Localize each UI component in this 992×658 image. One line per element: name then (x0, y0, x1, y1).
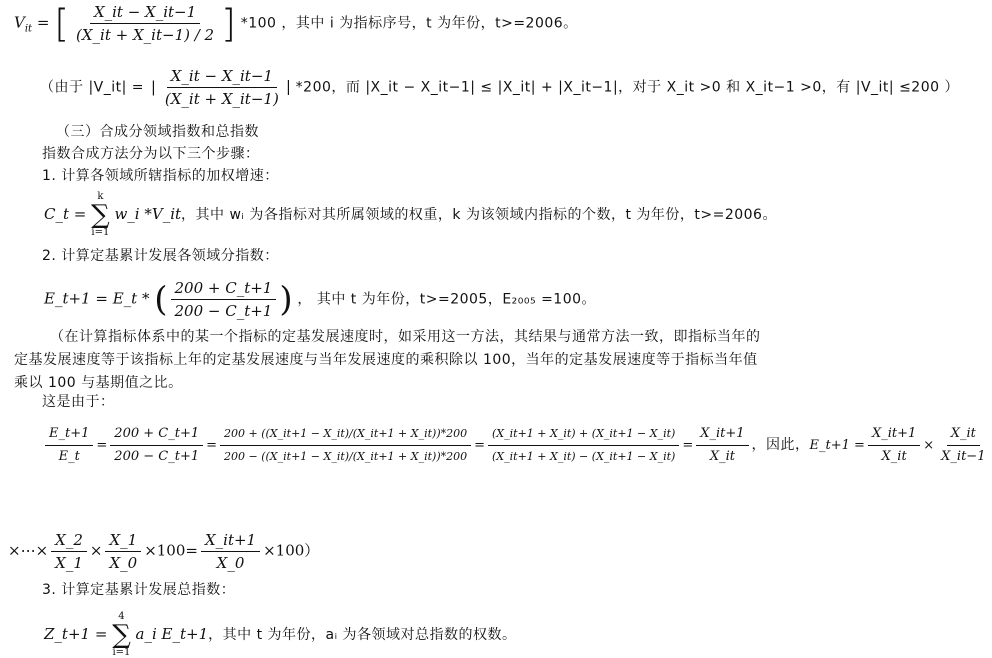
step2-tail: ， 其中 t 为年份，t>=2005，E₂₀₀₅ =100。 (297, 291, 597, 308)
bound-fraction (161, 66, 283, 109)
step1-body: w_i *V_it (114, 205, 182, 223)
product-line: ×⋯× $\frac{X\_2}{X\_1}$ × $\frac{X\_1}{X\_0}$ ×100= $\frac{X\_it+1}{X\_0}$ ×100） (8, 531, 320, 572)
deriv-p1-den: X_it (881, 449, 907, 464)
deriv-f5 (696, 424, 748, 467)
deriv-p1-num: X_it+1 (868, 424, 920, 446)
deriv-e-lhs: E_t+1 = (809, 438, 865, 453)
product-a-num: X_2 (51, 530, 87, 552)
step2-formula: E_t+1 = E_t * ( $\frac{200 + C\_t+1}{200 - C\_t+1}$ ) ， 其中 t 为年份，t>=2005，E₂₀₀₅ =100。 (44, 279, 597, 320)
abs-right: | (285, 77, 291, 96)
abs-left: | (150, 77, 156, 96)
product-mid: ×100= (144, 541, 198, 560)
step1-tail: ，其中 wᵢ 为各指标对其所属领域的权重，k 为该领域内指标的个数，t 为年份，t>=2006。 (181, 207, 777, 223)
step2-lhs: E_t+1 = E_t * (44, 289, 150, 308)
bound-note (40, 66, 959, 109)
equals-sign: = (36, 13, 50, 32)
sum-total-bottom: i=1 (112, 647, 131, 658)
deriv-f2 (110, 424, 203, 467)
bound-note-mid: *200，而 |X_it − X_it−1| ≤ |X_it| + |X_it−1|，对于 X_it >0 和 X_it−1 >0，有 |V_it| ≤200 ） (295, 79, 959, 96)
v-lhs-sub: it (24, 23, 33, 35)
sum-symbol: k ∑ i=1 (91, 191, 110, 238)
step3-title: 3. 计算定基累计发展总指数： (42, 582, 236, 598)
deriv-f1-num: E_t+1 (45, 424, 93, 446)
right-bracket: ] (221, 1, 236, 46)
deriv-f2-den: 200 − C_t+1 (114, 449, 200, 464)
deriv-p2-num: X_it (947, 424, 980, 446)
v-lhs: V (14, 13, 25, 32)
deriv-p2-den: X_it−1 (941, 449, 986, 464)
product-a (51, 530, 87, 573)
sum-top: k (97, 191, 104, 202)
deriv-f4-den: (X_it+1 + X_it) − (X_it+1 − X_it) (492, 450, 676, 463)
deriv-f1-den: E_t (58, 449, 80, 464)
v-fraction (72, 2, 218, 45)
steps-intro: 指数合成方法分为以下三个步骤： (42, 146, 260, 162)
product-lead: ×⋯× (8, 541, 49, 560)
sum-total-top: 4 (118, 611, 125, 622)
sum-symbol-total: 4 ∑ i=1 (112, 611, 131, 658)
deriv-f4-num: (X_it+1 + X_it) + (X_it+1 − X_it) (488, 424, 679, 446)
product-c (201, 530, 260, 573)
explanation-paragraph: （在计算指标体系中的某一个指标的定基发展速度时，如采用这一方法，其结果与通常方法一致，即指标当年的定基发展速度等于该指标上年的定基发展速度与当年发展速度的乘积除以 100，当年的定基发展速度等于指标当年值乘以 100 与基期值之比。 (14, 329, 761, 391)
product-c-num: X_it+1 (201, 530, 260, 552)
deriv-therefore: ，因此， (751, 437, 810, 453)
product-b-num: X_1 (105, 530, 141, 552)
left-bracket: [ (54, 1, 70, 46)
product-tail: ×100） (263, 541, 320, 560)
deriv-f3-num: 200 + ((X_it+1 − X_it)/(X_it+1 + X_it))*200 (220, 424, 471, 446)
v-definition (14, 2, 578, 45)
bound-note-open: （由于 |V_it| = (40, 79, 145, 96)
v-fraction-num: X_it − X_it−1 (90, 2, 200, 24)
section-heading: （三）合成分领域指数和总指数 (56, 124, 259, 140)
product-b (105, 530, 141, 573)
v-definition-tail: *100 ，其中 i 为指标序号，t 为年份，t>=2006。 (240, 15, 578, 32)
step2-fraction (171, 278, 277, 321)
step2-fraction-num: 200 + C_t+1 (171, 278, 277, 300)
bound-fraction-num: X_it − X_it−1 (167, 66, 277, 88)
product-a-den: X_1 (55, 554, 83, 572)
deriv-f2-num: 200 + C_t+1 (110, 424, 203, 446)
step3-lhs: Z_t+1 = (44, 625, 108, 643)
derivation-line: $\frac{E\_t+1}{E\_t}$ = $\frac{200 + C\_t+1}{200 - C\_t+1}$ = $\frac{200 + ((X\_it+1 - X\_it)/(X\_it+1 + X\_it))*200}{200 - ((X\_it+1 - X\_it)/(X\_it+1 + X\_it))*200}$ = $\frac{(X\_it+1 + X\_it) + (X\_it+1 - X\_it)}{(X\_it+1 + X\_it) - (X\_it+1 - X\_it)}$ = $\frac{X\_it+1}{X\_it}$ ，因此，E_t+1 = $\frac{X\_it+1}{X\_it}$ × $\frac{X\_it}{X\_it-1}$ (42, 424, 992, 467)
deriv-f5-den: X_it (709, 449, 735, 464)
because-label: 这是由于： (42, 394, 115, 410)
step3-tail: ，其中 t 为年份，aᵢ 为各领域对总指数的权数。 (208, 627, 517, 643)
deriv-p2 (937, 424, 989, 467)
product-b-den: X_0 (109, 554, 138, 572)
bound-fraction-den: (X_it + X_it−1) (164, 90, 279, 108)
v-fraction-den: (X_it + X_it−1) / 2 (76, 26, 215, 44)
deriv-f4 (488, 424, 679, 467)
step2-title: 2. 计算定基累计发展各领域分指数： (42, 248, 279, 264)
step3-body: a_i E_t+1 (135, 625, 209, 643)
product-c-den: X_0 (216, 554, 245, 572)
deriv-f5-num: X_it+1 (696, 424, 748, 446)
step1-title: 1. 计算各领域所辖指标的加权增速： (42, 168, 279, 184)
step2-fraction-den: 200 − C_t+1 (174, 302, 273, 320)
deriv-p1 (868, 424, 920, 467)
deriv-f3-den: 200 − ((X_it+1 − X_it)/(X_it+1 + X_it))*200 (224, 450, 468, 463)
step1-lhs: C_t = (44, 205, 87, 223)
deriv-f3 (220, 424, 471, 467)
deriv-f1 (45, 424, 93, 467)
sum-bottom: i=1 (91, 227, 110, 238)
step3-formula (44, 612, 517, 658)
step1-formula (44, 192, 777, 238)
